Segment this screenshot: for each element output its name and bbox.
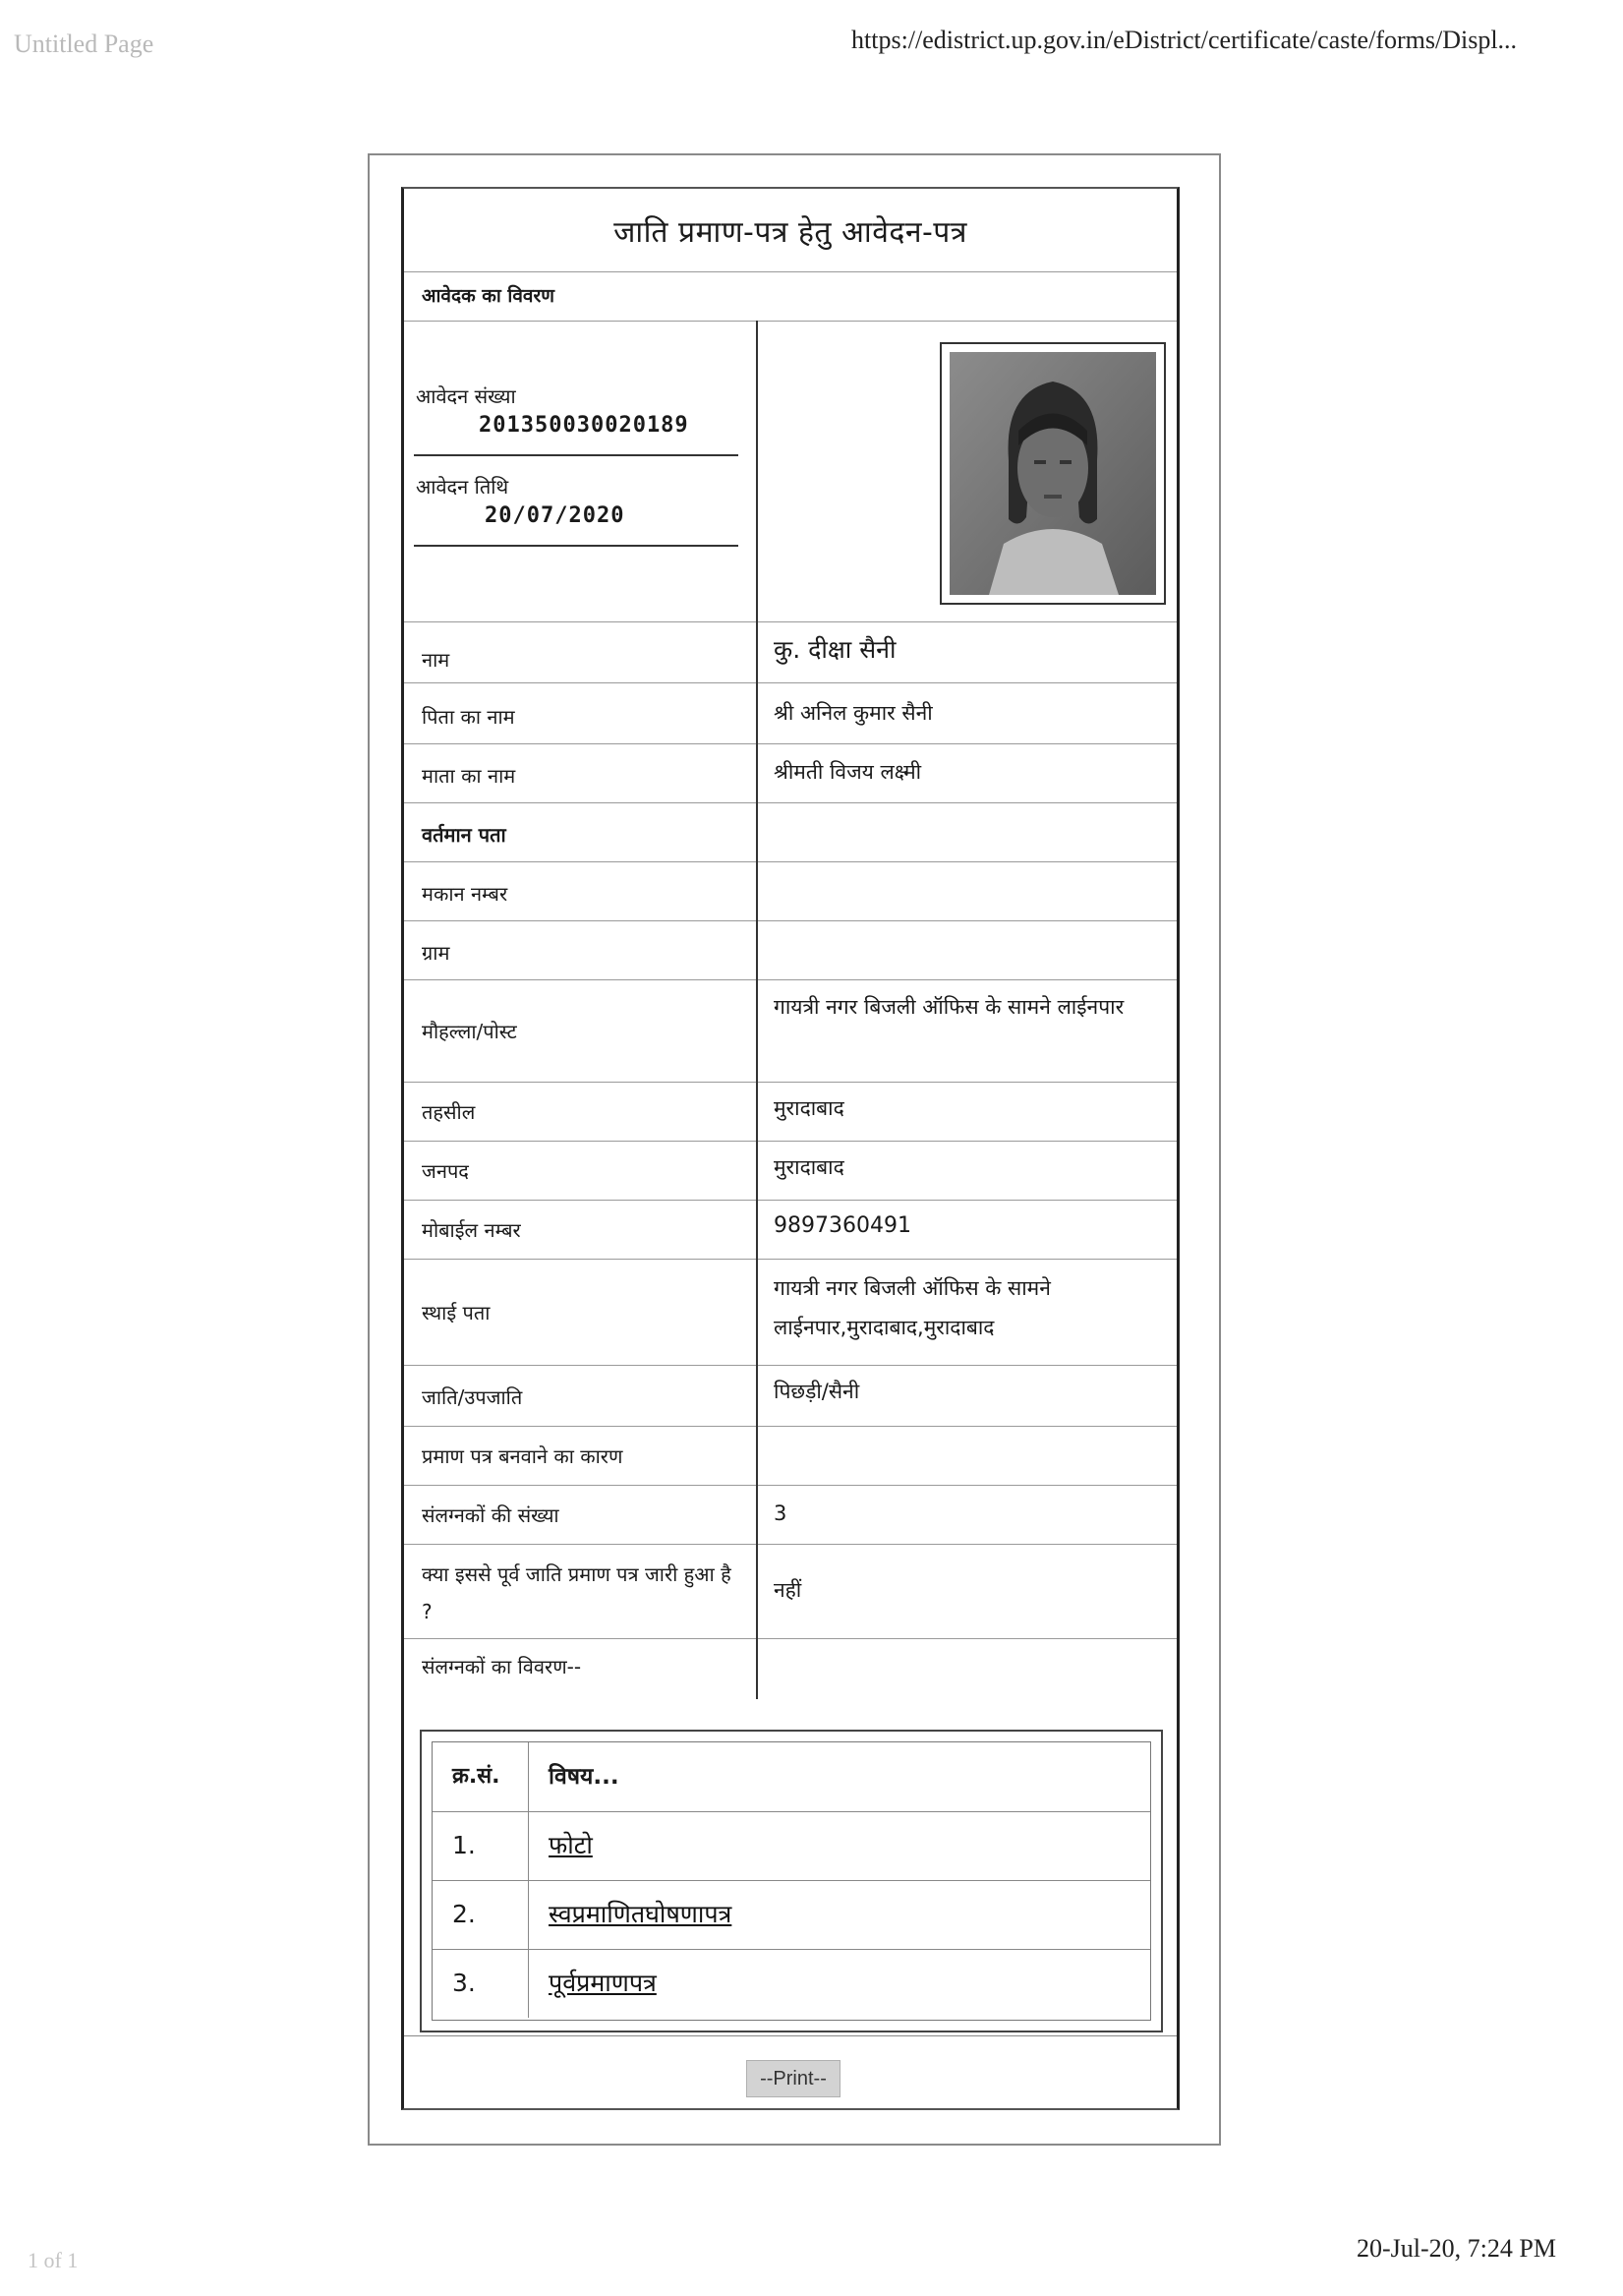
- underline: [414, 454, 738, 456]
- attachment-row: [433, 1811, 1150, 1881]
- column-divider: [756, 1082, 758, 1141]
- field-value-mother-name: श्रीमती विजय लक्ष्मी: [774, 760, 922, 784]
- attachment-link-previous-certificate[interactable]: पूर्वप्रमाणपत्र: [549, 1969, 657, 1997]
- attachment-link-photo[interactable]: फोटो: [549, 1831, 593, 1859]
- column-divider: [756, 1544, 758, 1638]
- application-number-label: आवेदन संख्या: [416, 384, 516, 408]
- field-label-attachment-details: संलग्नकों का विवरण--: [422, 1655, 582, 1678]
- portrait-image: [950, 352, 1156, 595]
- column-divider: [756, 1485, 758, 1544]
- field-label-tehsil: तहसील: [422, 1100, 476, 1124]
- attachment-link-self-declaration[interactable]: स्वप्रमाणितघोषणापत्र: [549, 1900, 732, 1928]
- field-row: [404, 682, 1177, 744]
- field-row: [404, 621, 1177, 683]
- column-divider: [756, 1638, 758, 1699]
- column-divider: [756, 1200, 758, 1259]
- field-label-caste: जाति/उपजाति: [422, 1385, 523, 1409]
- field-row: [404, 1082, 1177, 1142]
- field-value-attachment-count: 3: [774, 1501, 787, 1525]
- attachments-table: [420, 1730, 1163, 2032]
- field-label-mobile: मोबाईल नम्बर: [422, 1218, 521, 1242]
- field-row: [404, 1426, 1177, 1486]
- field-label-reason: प्रमाण पत्र बनवाने का कारण: [422, 1444, 623, 1468]
- column-divider: [756, 1141, 758, 1200]
- header-serial-number: क्र.सं.: [433, 1742, 529, 1811]
- field-label-attachment-count: संलग्नकों की संख्या: [422, 1503, 559, 1527]
- column-divider: [756, 1426, 758, 1485]
- divider: [404, 2035, 1177, 2036]
- column-divider: [756, 743, 758, 802]
- field-row: [404, 979, 1177, 1083]
- column-divider: [756, 1365, 758, 1426]
- field-row: [404, 1365, 1177, 1427]
- browser-url: https://edistrict.up.gov.in/eDistrict/certificate/caste/forms/Displ...: [851, 26, 1518, 54]
- field-row: [404, 1259, 1177, 1366]
- form-title: जाति प्रमाण-पत्र हेतु आवेदन-पत्र: [613, 215, 967, 250]
- section-heading-row: [404, 271, 1177, 322]
- page-count: 1 of 1: [28, 2248, 79, 2272]
- field-row: [404, 1485, 1177, 1545]
- attachment-row: [433, 1880, 1150, 1950]
- column-divider: [756, 682, 758, 743]
- field-label-permanent-address: स्थाई पता: [422, 1301, 491, 1325]
- field-label-current-address: वर्तमान पता: [422, 823, 506, 847]
- attachment-serial: 3.: [433, 1949, 529, 2018]
- browser-page-title: Untitled Page: [14, 29, 154, 58]
- field-row: [404, 1200, 1177, 1260]
- field-label-village: ग्राम: [422, 941, 450, 965]
- field-value-mohalla-post: गायत्री नगर बिजली ऑफिस के सामने लाईनपार: [774, 995, 1125, 1019]
- section-heading: आवेदक का विवरण: [422, 285, 554, 307]
- field-value-tehsil: मुरादाबाद: [774, 1096, 844, 1120]
- field-label-father-name: पिता का नाम: [422, 705, 515, 729]
- column-divider: [756, 1259, 758, 1365]
- field-value-mobile: 9897360491: [774, 1213, 911, 1238]
- field-row: [404, 802, 1177, 862]
- column-divider: [756, 621, 758, 682]
- field-value-name: कु. दीक्षा सैनी: [774, 635, 897, 664]
- attachment-row: [433, 1949, 1150, 2018]
- application-number: 201350030020189: [479, 413, 689, 438]
- applicant-photo: [940, 342, 1166, 605]
- field-row: [404, 920, 1177, 980]
- print-datetime: 20-Jul-20, 7:24 PM: [1357, 2234, 1556, 2263]
- field-label-previous-certificate: क्या इससे पूर्व जाति प्रमाण पत्र जारी हुआ है ?: [422, 1562, 731, 1623]
- column-divider: [756, 920, 758, 979]
- attachments-table-inner: [432, 1741, 1151, 2021]
- field-row: [404, 861, 1177, 921]
- underline: [414, 545, 738, 547]
- attachments-header-row: [433, 1742, 1150, 1812]
- field-value-district: मुरादाबाद: [774, 1155, 844, 1179]
- field-label-district: जनपद: [422, 1159, 469, 1183]
- field-value-permanent-address: गायत्री नगर बिजली ऑफिस के सामने लाईनपार,मुरादाबाद,मुरादाबाद: [774, 1276, 1051, 1339]
- header-subject: विषय...: [549, 1764, 619, 1790]
- field-row: [404, 743, 1177, 803]
- field-label-house-number: मकान नम्बर: [422, 882, 508, 906]
- field-label-mohalla-post: मौहल्ला/पोस्ट: [422, 1020, 517, 1043]
- application-date: 20/07/2020: [485, 503, 625, 528]
- column-divider: [756, 321, 758, 621]
- column-divider: [756, 979, 758, 1082]
- field-row: [404, 1544, 1177, 1639]
- print-button[interactable]: --Print--: [746, 2060, 840, 2097]
- field-label-name: नाम: [422, 648, 450, 672]
- field-value-previous-certificate: नहीं: [774, 1578, 802, 1602]
- form-title-row: [404, 189, 1177, 272]
- application-date-label: आवेदन तिथि: [416, 475, 509, 499]
- attachment-serial: 2.: [433, 1880, 529, 1949]
- field-value-caste: पिछड़ी/सैनी: [774, 1380, 860, 1403]
- field-row: [404, 1638, 1177, 1699]
- application-form: [401, 187, 1180, 2110]
- field-value-father-name: श्री अनिल कुमार सैनी: [774, 701, 933, 725]
- field-label-mother-name: माता का नाम: [422, 764, 516, 788]
- field-row: [404, 1141, 1177, 1201]
- column-divider: [756, 861, 758, 920]
- attachment-serial: 1.: [433, 1811, 529, 1880]
- column-divider: [756, 802, 758, 861]
